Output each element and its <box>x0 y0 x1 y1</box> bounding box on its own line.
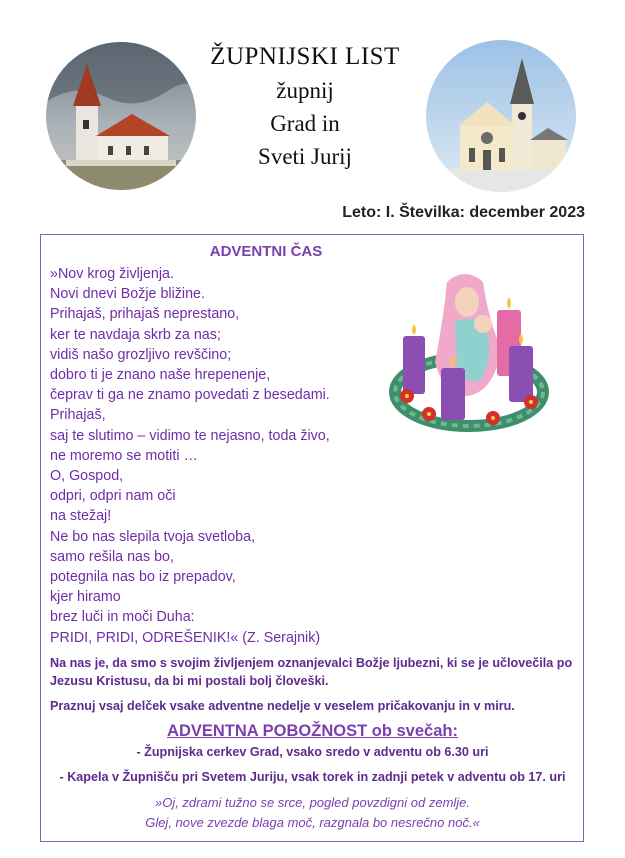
poem-line: ker te navdaja skrb za nas; <box>50 326 221 343</box>
newsletter-title: ŽUPNIJSKI LIST <box>210 43 400 70</box>
poem-line: vidiš našo grozljivo revščino; <box>50 346 232 363</box>
issue-line: Leto: I. Številka: december 2023 <box>342 204 585 221</box>
poem-line: Novi dnevi Božje bližine. <box>50 286 205 303</box>
advent-wreath-illustration <box>385 262 555 442</box>
poem-line: odpri, odpri nam oči <box>50 488 176 505</box>
closing-quote-line: Glej, nove zvezde blaga moč, razgnala bo nesrečno noč.« <box>145 815 480 830</box>
poem-line: O, Gospod, <box>50 468 124 485</box>
devotion-line: - Kapela v Župnišču pri Svetem Juriju, vsak torek in zadnji petek v adventu ob 17. uri <box>59 770 566 784</box>
poem-line: Ne bo nas slepila tvoja svetloba, <box>50 528 256 545</box>
poem-line: čeprav ti ga ne znamo povedati z besedami. <box>50 387 330 404</box>
poem-line: samo rešila nas bo, <box>50 548 174 565</box>
poem-line: Prihajaš, prihajaš neprestano, <box>50 306 240 323</box>
poem-line: brez luči in moči Duha: <box>50 609 195 626</box>
poem-line: na stežaj! <box>50 508 112 525</box>
masthead-line-4: Sveti Jurij <box>258 144 352 169</box>
poem-line: kjer hiramo <box>50 589 121 606</box>
poem-line: ne moremo se motiti … <box>50 447 198 464</box>
poem-line: Prihajaš, <box>50 407 106 424</box>
message-paragraph: Na nas je, da smo s svojim življenjem oznanjevalci Božje ljubezni, ki se je učlovečila po Jezusu Kristusu, da bi mi postali bolj človeški. <box>50 656 573 688</box>
church-photo-left <box>46 42 196 190</box>
poem-line: »Nov krog življenja. <box>50 266 174 282</box>
masthead-line-3: Grad in <box>270 111 340 136</box>
closing-quote-line: »Oj, zdrami tužno se srce, pogled povzdigni od zemlje. <box>154 795 471 810</box>
poem <box>50 264 390 648</box>
church-photo-right <box>426 40 576 192</box>
section-title: ADVENTNI ČAS <box>209 243 323 260</box>
poem-line: dobro ti je znano naše hrepenenje, <box>50 367 271 384</box>
poem-line: potegnila nas bo iz prepadov, <box>50 569 236 586</box>
devotion-title: ADVENTNA POBOŽNOST ob svečah: <box>167 722 458 740</box>
invitation-paragraph: Praznuj vsaj delček vsake adventne nedelje v veselem pričakovanju in v miru. <box>50 699 515 713</box>
poem-line: PRIDI, PRIDI, ODREŠENIK!« (Z. Serajnik) <box>50 629 321 646</box>
masthead <box>200 40 410 173</box>
devotion-line: - Župnijska cerkev Grad, vsako sredo v adventu ob 6.30 uri <box>136 745 489 759</box>
poem-line: saj te slutimo – vidimo te nejasno, toda živo, <box>50 427 330 444</box>
masthead-line-2: župnij <box>276 78 334 103</box>
